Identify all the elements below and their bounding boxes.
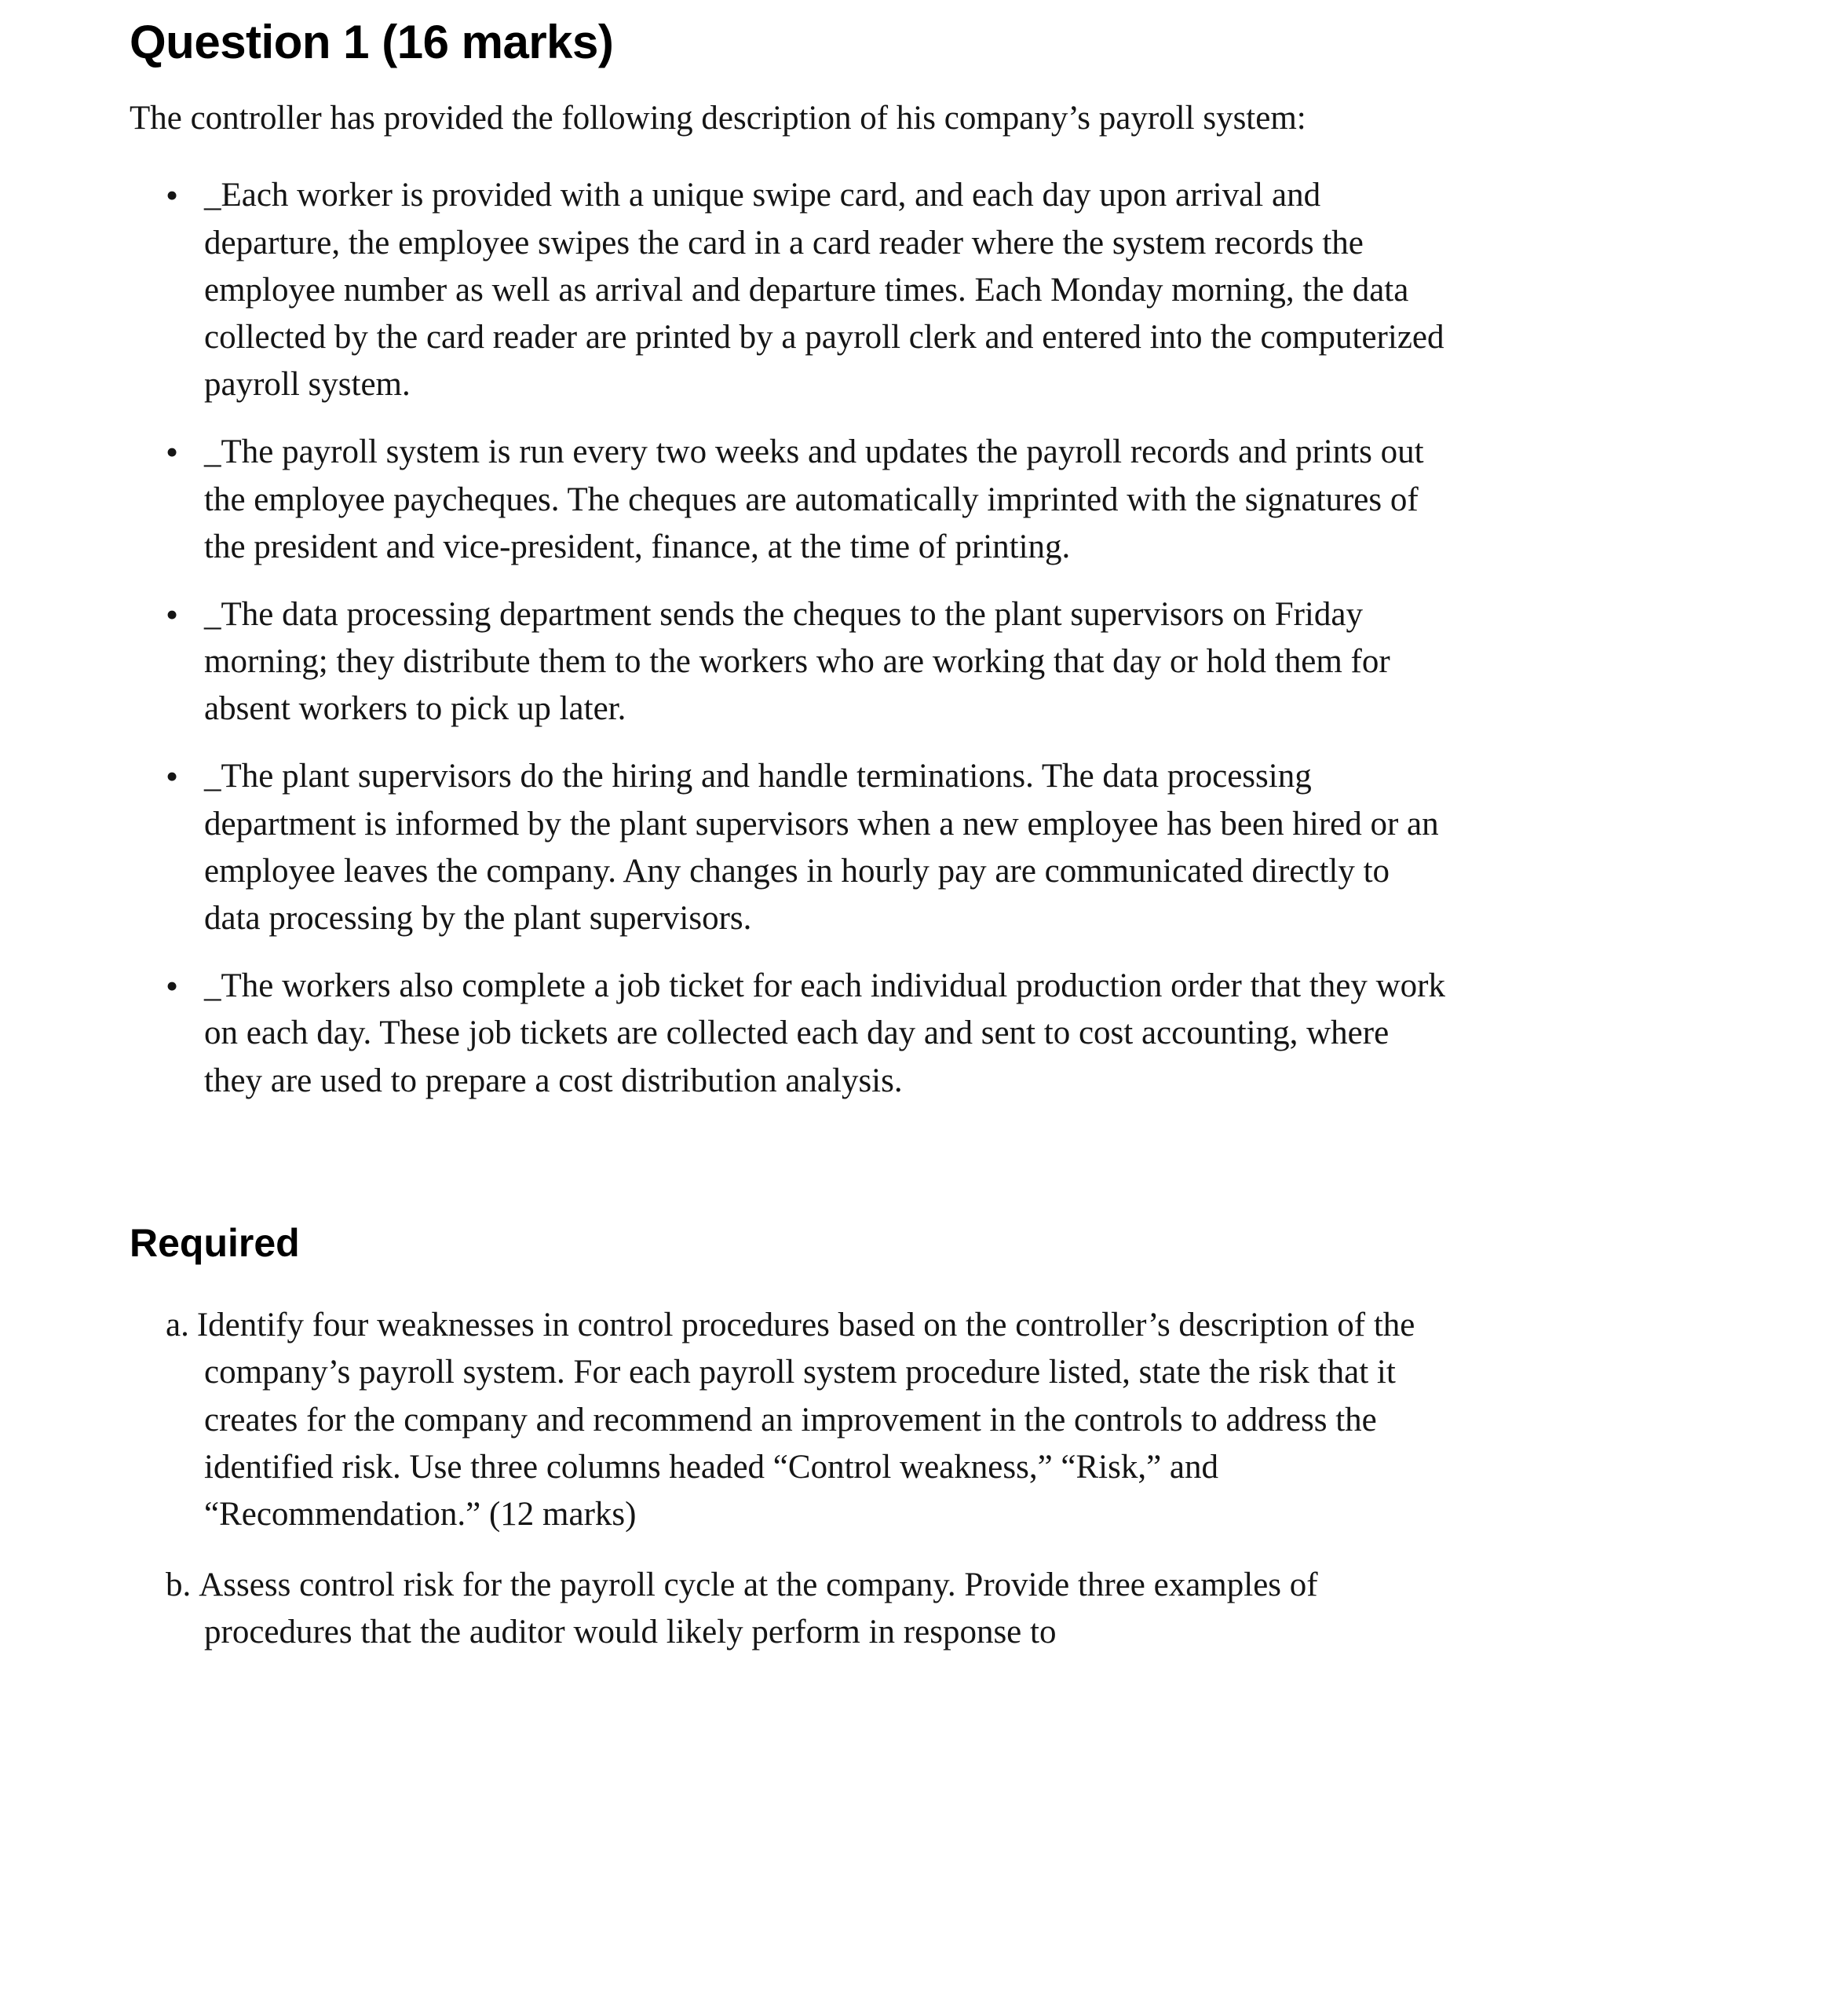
bullet-text: _The workers also complete a job ticket for each individual production order that they work on each day. These job tickets are collected each day and sent to cost accounting, where they are used to prepare a cost distribution analysis.: [204, 967, 1445, 1099]
bullet-icon: •: [166, 756, 179, 797]
bullet-item: [130, 753, 1452, 942]
question-title: Question 1 (16 marks): [130, 16, 614, 68]
bullet-icon: •: [166, 966, 179, 1007]
bullet-text: _The data processing department sends the cheques to the plant supervisors on Friday morning; they distribute them to the workers who are working that day or hold them for absent workers to pick up later.: [204, 595, 1390, 728]
intro-paragraph: The controller has provided the following description of his company’s payroll system:: [130, 100, 1306, 137]
bullet-icon: •: [166, 432, 179, 473]
required-item-b: [166, 1562, 1452, 1656]
item-label: b.: [166, 1566, 192, 1604]
bullet-text: _The payroll system is run every two weeks and updates the payroll records and prints out the employee paycheques. The cheques are automatically imprinted with the signatures of the president and vice-president, finance, at the time of printing.: [204, 433, 1424, 565]
item-text: Identify four weaknesses in control procedures based on the controller’s description of the company’s payroll system. For each payroll system procedure listed, state the risk that it creates for the company and recommend an improvement in the controls to address the identified risk. Use three columns headed “Control weakness,” “Risk,” and “Recommendation.” (12 marks): [196, 1307, 1415, 1533]
bullet-text: _The plant supervisors do the hiring and handle terminations. The data processing department is informed by the plant supervisors when a new employee has been hired or an employee leaves the company. Any changes in hourly pay are communicated directly to data processing by the plant supervisors.: [204, 758, 1439, 937]
bullet-item: [130, 429, 1452, 571]
required-items: [130, 1302, 1452, 1656]
required-item-a: [166, 1302, 1452, 1538]
bullet-icon: •: [166, 175, 179, 216]
bullet-icon: •: [166, 594, 179, 634]
item-label: a.: [166, 1307, 189, 1344]
item-text: Assess control risk for the payroll cycle at the company. Provide three examples of procedures that the auditor would likely perform in response to: [199, 1566, 1318, 1651]
bullet-item: [130, 963, 1452, 1105]
bullet-text: _Each worker is provided with a unique swipe card, and each day upon arrival and departure, the employee swipes the card in a card reader where the system records the employee number as well as arrival and departure times. Each Monday morning, the data collected by the card reader are printed by a payroll clerk and entered into the computerized payroll system.: [204, 177, 1444, 404]
required-heading: Required: [130, 1220, 300, 1265]
bullet-item: [130, 591, 1452, 733]
bullet-item: [130, 172, 1452, 408]
bullet-list: [130, 172, 1452, 1104]
